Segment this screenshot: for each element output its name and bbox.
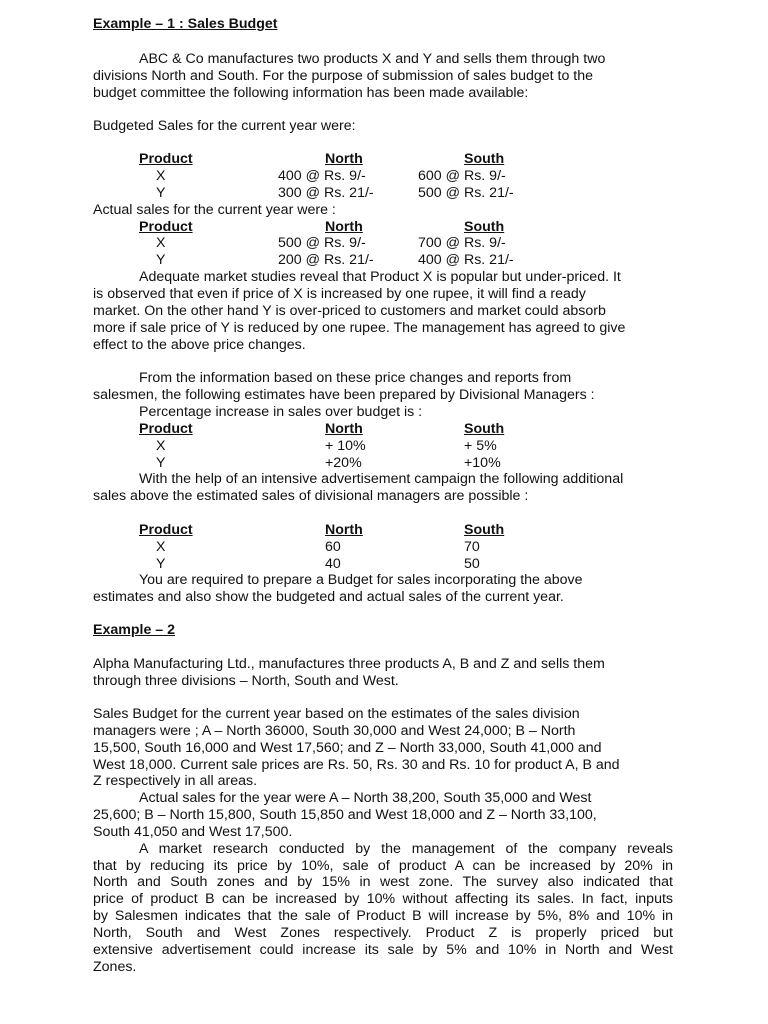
table-cell-north: + 10% xyxy=(325,438,366,454)
info-para-line: salesmen, the following estimates have been prepared by Divisional Managers : xyxy=(93,387,595,403)
market-para-line: market. On the other hand Y is over-priced to customers and market could absorb xyxy=(93,303,606,319)
table-cell-product: X xyxy=(156,235,166,251)
table-cell-product: X xyxy=(156,438,166,454)
header-product: Product xyxy=(139,219,193,235)
header-south: South xyxy=(464,522,505,538)
research-para-line: North, South and West Zones respectively. Product Z is properly priced but xyxy=(93,925,673,941)
intro-line: budget committee the following information has been made available: xyxy=(93,85,529,101)
intro-line: divisions North and South. For the purpose of submission of sales budget to the xyxy=(93,68,594,84)
table-cell-south: 70 xyxy=(464,539,480,555)
required-para-line: You are required to prepare a Budget for sales incorporating the above xyxy=(139,572,583,588)
table-cell-south: 600 @ Rs. 9/- xyxy=(418,168,506,184)
table-cell-north: 40 xyxy=(325,556,341,572)
actual-para-line: South 41,050 and West 17,500. xyxy=(93,824,293,840)
actual-sales-label: Actual sales for the current year were : xyxy=(93,202,336,218)
table-cell-product: Y xyxy=(156,185,166,201)
table-cell-north: 200 @ Rs. 21/- xyxy=(278,252,374,268)
research-para-line: Zones. xyxy=(93,959,137,975)
example-2-heading: Example – 2 xyxy=(93,622,176,638)
table-cell-south: 400 @ Rs. 21/- xyxy=(418,252,514,268)
research-para-line: extensive advertisement could increase its sale by 5% and 10% in North and West xyxy=(93,942,673,958)
budgeted-sales-label: Budgeted Sales for the current year were: xyxy=(93,118,356,134)
table-cell-north: 60 xyxy=(325,539,341,555)
header-south: South xyxy=(464,219,505,235)
market-para-line: effect to the above price changes. xyxy=(93,337,306,353)
adv-para-line: sales above the estimated sales of divisional managers are possible : xyxy=(93,488,529,504)
budget-para-line: West 18,000. Current sale prices are Rs. 50, Rs. 30 and Rs. 10 for product A, B and xyxy=(93,757,620,773)
table-cell-south: + 5% xyxy=(464,438,497,454)
market-para-line: is observed that even if price of X is increased by one rupee, it will find a ready xyxy=(93,286,586,302)
ex2-intro-line: Alpha Manufacturing Ltd., manufactures three products A, B and Z and sells them xyxy=(93,656,605,672)
table-cell-south: 500 @ Rs. 21/- xyxy=(418,185,514,201)
research-para-line: North and South zones and by 15% in west zone. The survey also indicated that xyxy=(93,874,673,890)
header-product: Product xyxy=(139,522,193,538)
research-para-line: by Salesmen indicates that the sale of Product B will increase by 5%, 8% and 10% in xyxy=(93,908,673,924)
table-cell-product: X xyxy=(156,168,166,184)
ex2-intro-line: through three divisions – North, South and West. xyxy=(93,673,399,689)
table-cell-product: Y xyxy=(156,455,166,471)
header-north: North xyxy=(325,522,363,538)
header-north: North xyxy=(325,219,363,235)
budget-para-line: managers were ; A – North 36000, South 30,000 and West 24,000; B – North xyxy=(93,723,576,739)
actual-para-line: Actual sales for the year were A – North 38,200, South 35,000 and West xyxy=(139,790,592,806)
market-para-line: Adequate market studies reveal that Product X is popular but under-priced. It xyxy=(139,269,621,285)
table-cell-product: Y xyxy=(156,252,166,268)
header-product: Product xyxy=(139,421,193,437)
budget-para-line: Z respectively in all areas. xyxy=(93,773,258,789)
research-para-line: that by reducing its price by 10%, sale of product A can be increased by 20% in xyxy=(93,858,673,874)
table-cell-north: 400 @ Rs. 9/- xyxy=(278,168,366,184)
intro-line: ABC & Co manufactures two products X and Y and sells them through two xyxy=(139,51,606,67)
market-para-line: more if sale price of Y is reduced by one rupee. The management has agreed to give xyxy=(93,320,626,336)
header-north: North xyxy=(325,421,363,437)
header-north: North xyxy=(325,151,363,167)
research-para-line: price of product B can be increased by 10% without affecting its sales. In fact, inputs xyxy=(93,891,673,907)
table-cell-north: 500 @ Rs. 9/- xyxy=(278,235,366,251)
header-south: South xyxy=(464,421,505,437)
table-cell-south: +10% xyxy=(464,455,501,471)
table-cell-product: Y xyxy=(156,556,166,572)
table-cell-product: X xyxy=(156,539,166,555)
table-cell-south: 50 xyxy=(464,556,480,572)
example-1-heading: Example – 1 : Sales Budget xyxy=(93,16,278,32)
adv-para-line: With the help of an intensive advertisement campaign the following additional xyxy=(139,471,624,487)
required-para-line: estimates and also show the budgeted and actual sales of the current year. xyxy=(93,589,564,605)
info-para-line: From the information based on these price changes and reports from xyxy=(139,370,572,386)
research-para-line: A market research conducted by the management of the company reveals xyxy=(139,841,673,857)
header-south: South xyxy=(464,151,505,167)
budget-para-line: Sales Budget for the current year based on the estimates of the sales division xyxy=(93,706,580,722)
table-cell-north: 300 @ Rs. 21/- xyxy=(278,185,374,201)
percentage-label: Percentage increase in sales over budget is : xyxy=(139,404,423,420)
actual-para-line: 25,600; B – North 15,800, South 15,850 and West 18,000 and Z – North 33,100, xyxy=(93,807,597,823)
header-product: Product xyxy=(139,151,193,167)
budget-para-line: 15,500, South 16,000 and West 17,560; and Z – North 33,000, South 41,000 and xyxy=(93,740,602,756)
table-cell-south: 700 @ Rs. 9/- xyxy=(418,235,506,251)
table-cell-north: +20% xyxy=(325,455,362,471)
